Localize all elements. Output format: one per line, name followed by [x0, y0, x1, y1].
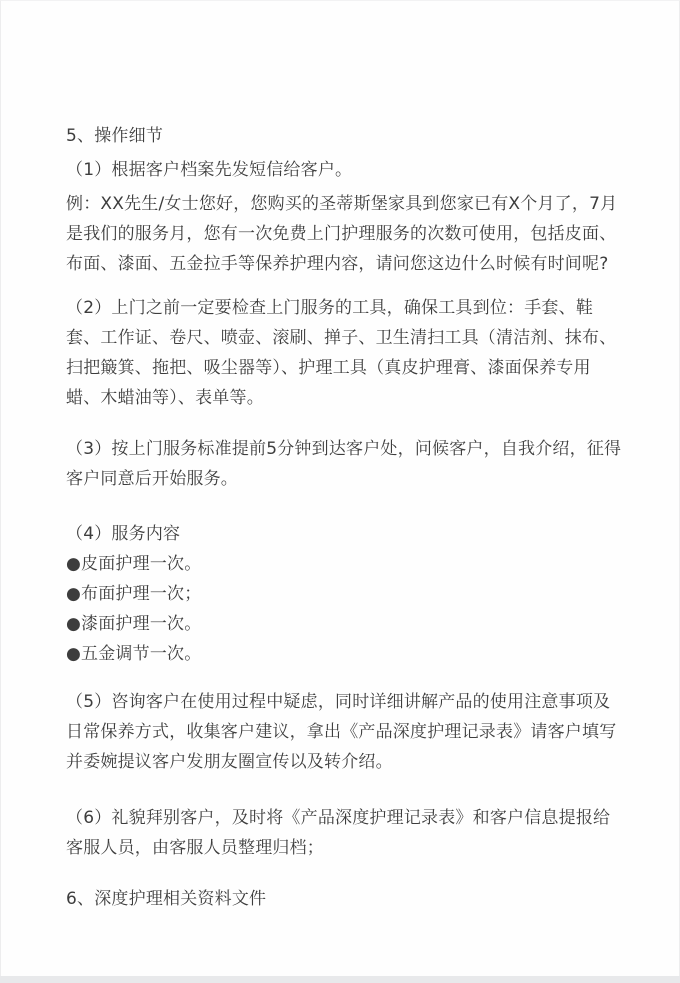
step-2-item: （2）上门之前一定要检查上门服务的工具，确保工具到位：手套、鞋套、工作证、卷尺、喷壶、滚刷、掸子、卫生清扫工具（清洁剂、抹布、扫把簸箕、拖把、吸尘器等）、护理工具（真皮护理膏、漆面保养专用蜡、木蜡油等）、表单等。 [66, 298, 617, 408]
service-item-leather: ●皮面护理一次。 [66, 554, 202, 574]
document-content [66, 121, 622, 914]
step-3-item: （3）按上门服务标准提前5分钟到达客户处，问候客户，自我介绍，征得客户同意后开始服务。 [66, 439, 622, 489]
section-6-heading: 6、深度护理相关资料文件 [66, 889, 267, 909]
section-5-heading: 5、操作细节 [66, 126, 164, 146]
step-5-item: （5）咨询客户在使用过程中疑虑，同时详细讲解产品的使用注意事项及日常保养方式，收集客户建议，拿出《产品深度护理记录表》请客户填写并委婉提议客户发朋友圈宣传以及转介绍。 [66, 692, 617, 772]
service-item-hardware: ●五金调节一次。 [66, 644, 202, 664]
step-6-item: （6）礼貌拜别客户，及时将《产品深度护理记录表》和客户信息提报给客服人员，由客服人员整理归档； [66, 808, 611, 858]
step-4-heading: （4）服务内容 [66, 524, 181, 544]
page-bottom-edge [0, 976, 680, 983]
service-item-paint: ●漆面护理一次。 [66, 614, 202, 634]
service-item-fabric: ●布面护理一次； [66, 584, 202, 604]
step-1-item: （1）根据客户档案先发短信给客户。 [66, 160, 353, 180]
sms-example-paragraph: 例：XX先生/女士您好，您购买的圣蒂斯堡家具到您家已有X个月了，7月是我们的服务月，您有一次免费上门护理服务的次数可使用，包括皮面、布面、漆面、五金拉手等保养护理内容，请问您这边什么时候有时间呢? [66, 194, 618, 274]
